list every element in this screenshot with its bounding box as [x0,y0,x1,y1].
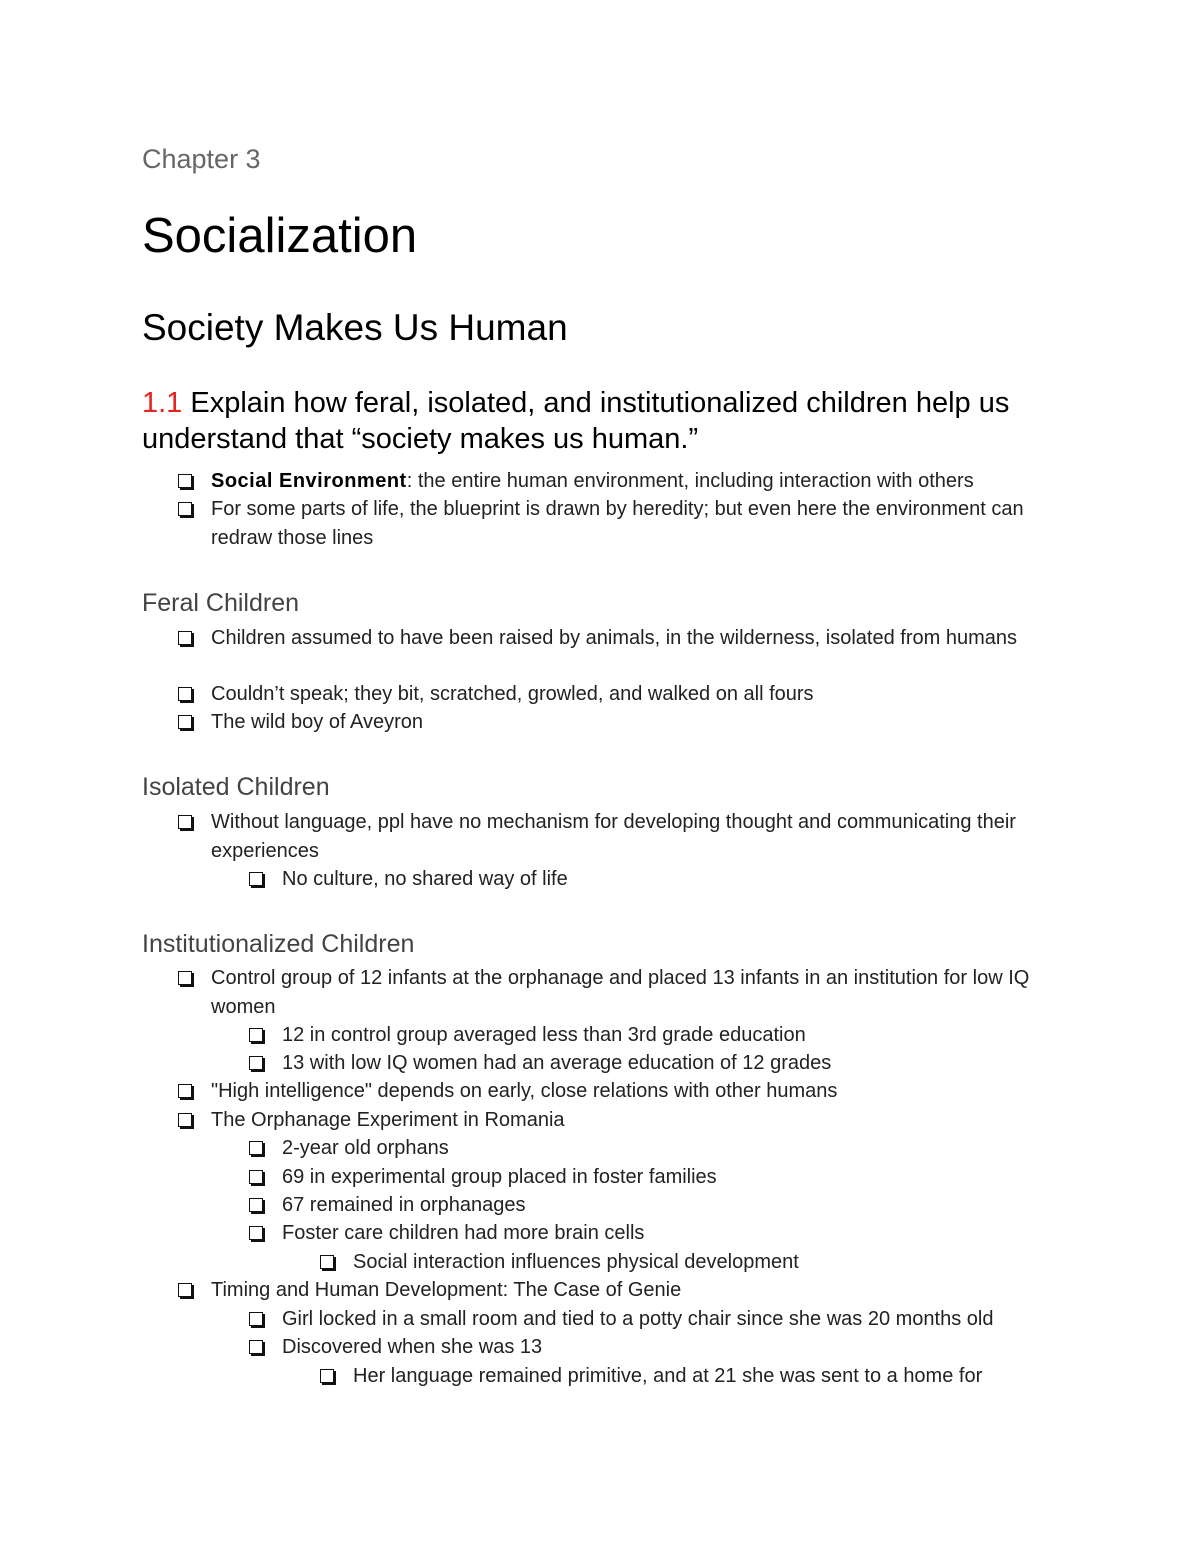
checkbox-icon [178,1084,192,1098]
isolated-heading: Isolated Children [142,773,330,801]
list-item [282,1134,1072,1163]
list-item-text: Children assumed to have been raised by animals, in the wilderness, isolated from humans [211,627,1017,649]
checkbox-icon [178,715,192,729]
checkbox-icon [249,1056,263,1070]
objective-number: 1.1 [142,387,183,419]
list-item-text: Foster care children had more brain cells [282,1222,645,1244]
list-item-text: 69 in experimental group placed in foster families [282,1166,717,1188]
list-item-text: For some parts of life, the blueprint is drawn by heredity; but even here the environment can redraw those lines [211,498,1024,549]
term: Social Environment [211,470,407,492]
list-item-text: Control group of 12 infants at the orphanage and placed 13 infants in an institution for low IQ women [211,967,1030,1018]
list-item-text: No culture, no shared way of life [282,868,568,890]
section-heading: Society Makes Us Human [142,307,568,348]
checkbox-icon [320,1255,334,1269]
checkbox-icon [249,1198,263,1212]
list-item-text: Social interaction influences physical development [353,1251,799,1273]
checkbox-icon [178,502,192,516]
checkbox-icon [249,1028,263,1042]
chapter-label: Chapter 3 [142,144,261,174]
list-item [211,708,1061,737]
checkbox-icon [249,1141,263,1155]
list-item-text: Her language remained primitive, and at 21 she was sent to a home for [353,1365,983,1387]
list-item [282,1021,1072,1050]
checkbox-icon [249,872,263,886]
list-item [282,1333,1072,1362]
list-item [211,1106,1061,1135]
checkbox-icon [178,631,192,645]
feral-heading: Feral Children [142,589,300,617]
checkbox-icon [249,1170,263,1184]
list-item-text: 67 remained in orphanages [282,1194,526,1216]
list-item [353,1362,1073,1391]
list-item-text: Timing and Human Development: The Case of Genie [211,1279,682,1301]
list-item [282,1191,1072,1220]
learning-objective [142,385,1072,457]
list-item [211,467,1061,496]
list-item-text: The wild boy of Aveyron [211,711,423,733]
checkbox-icon [249,1312,263,1326]
list-item-text: Couldn’t speak; they bit, scratched, growled, and walked on all fours [211,683,814,705]
checkbox-icon [249,1340,263,1354]
checkbox-icon [178,1113,192,1127]
checkbox-icon [178,971,192,985]
checkbox-icon [249,1226,263,1240]
list-item [211,1077,1061,1106]
checkbox-icon [178,1283,192,1297]
list-item [282,1163,1072,1192]
checkbox-icon [320,1369,334,1383]
list-item-text: The Orphanage Experiment in Romania [211,1109,565,1131]
list-item-text: "High intelligence" depends on early, close relations with other humans [211,1080,838,1102]
checkbox-icon [178,474,192,488]
list-item-text: Without language, ppl have no mechanism for developing thought and communicating their experiences [211,811,1016,862]
list-item [211,680,1061,709]
definition: : the entire human environment, including interaction with others [406,470,974,492]
document-title: Socialization [142,209,418,263]
list-item [353,1248,1073,1277]
list-item [211,808,1061,865]
list-item [211,495,1061,552]
list-item-text: 2-year old orphans [282,1137,449,1159]
list-item [211,624,1061,653]
list-item [282,1049,1072,1078]
list-item-text: 13 with low IQ women had an average education of 12 grades [282,1052,832,1074]
list-item [211,964,1061,1021]
objective-text: Explain how feral, isolated, and institutionalized children help us understand that “society makes us human.” [142,387,1010,455]
list-item [282,1219,1072,1248]
list-item [282,1305,1072,1334]
checkbox-icon [178,687,192,701]
list-item-text: 12 in control group averaged less than 3rd grade education [282,1024,806,1046]
list-item-text: Discovered when she was 13 [282,1336,543,1358]
checkbox-icon [178,815,192,829]
list-item-text: Girl locked in a small room and tied to a potty chair since she was 20 months old [282,1308,994,1330]
institutionalized-heading: Institutionalized Children [142,930,415,958]
list-item [282,865,1072,894]
list-item [211,1276,1061,1305]
